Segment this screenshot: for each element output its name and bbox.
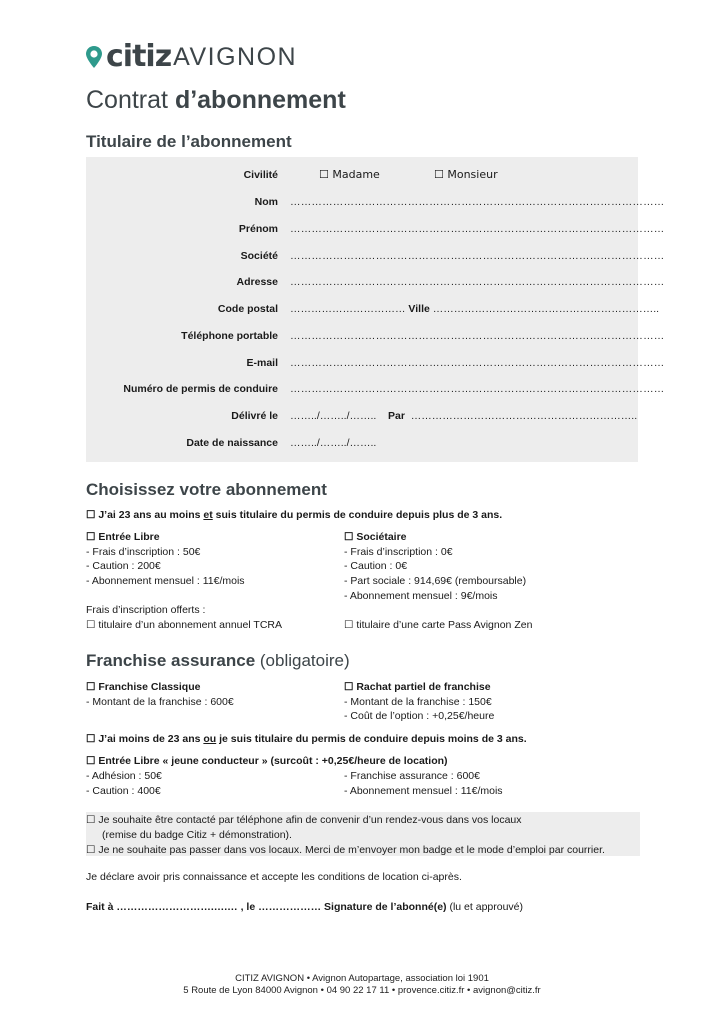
telephone-field[interactable]: ……………………………………………………………………………………………	[290, 330, 665, 342]
tcra-checkbox[interactable]: ☐ titulaire d’un abonnement annuel TCRA	[86, 619, 283, 631]
naissance-row	[86, 437, 638, 455]
societe-field[interactable]: ……………………………………………………………………………………………	[290, 250, 665, 262]
rachat-franchise-checkbox[interactable]: ☐ Rachat partiel de franchise	[344, 681, 491, 693]
nom-field[interactable]: ……………………………………………………………………………………………	[290, 196, 665, 208]
email-field[interactable]: ……………………………………………………………………………………………	[290, 357, 665, 369]
naissance-field[interactable]: ……../……../……..	[290, 437, 377, 449]
delivre-label: Délivré le	[231, 410, 278, 422]
monsieur-checkbox[interactable]: ☐ Monsieur	[434, 168, 498, 181]
jeune-caution: - Caution : 400€	[86, 784, 161, 797]
rachat-franchise-line-1: - Montant de la franchise : 150€	[344, 695, 492, 708]
code-postal-field[interactable]: ……………………………	[290, 303, 406, 315]
code-postal-label: Code postal	[217, 303, 278, 315]
condition-23-plus[interactable]	[86, 508, 502, 523]
societaire-checkbox[interactable]: ☐ Sociétaire	[344, 531, 407, 543]
section-franchise-heading	[86, 651, 350, 671]
prenom-label: Prénom	[238, 223, 278, 235]
contact-telephone-continued: (remise du badge Citiz + démonstration).	[102, 829, 292, 841]
delivre-date-field[interactable]: ……../……../……..	[290, 410, 377, 422]
frais-offerts-label: Frais d’inscription offerts :	[86, 604, 206, 616]
jeune-franchise: - Franchise assurance : 600€	[344, 770, 480, 782]
section-abonnement-heading: Choisissez votre abonnement	[86, 480, 327, 499]
condition-moins-23-ou: ou	[203, 733, 217, 745]
email-label: E-mail	[246, 357, 278, 369]
footer-line-1: CITIZ AVIGNON • Avignon Autopartage, association loi 1901	[235, 973, 489, 984]
rachat-franchise-line-2: - Coût de l’option : +0,25€/heure	[344, 710, 495, 723]
citiz-logo	[86, 40, 297, 74]
permis-row	[86, 383, 665, 401]
email-row	[86, 357, 665, 375]
franchise-heading-light: (obligatoire)	[259, 651, 350, 670]
entree-libre-line-3: - Abonnement mensuel : 11€/mois	[86, 575, 245, 588]
rachat-franchise-block	[344, 680, 494, 724]
entree-libre-block	[86, 530, 245, 589]
declaration-text: Je déclare avoir pris connaissance et accepte les conditions de location ci-après.	[86, 871, 462, 883]
societaire-line-4: - Abonnement mensuel : 9€/mois	[344, 589, 498, 602]
civilite-label: Civilité	[243, 169, 278, 181]
naissance-label: Date de naissance	[186, 437, 278, 449]
delivre-row	[86, 410, 638, 428]
page-title	[86, 86, 346, 115]
societaire-line-2: - Caution : 0€	[344, 560, 408, 573]
jeune-right-block	[344, 769, 503, 798]
footer-line-2: 5 Route de Lyon 84000 Avignon • 04 90 22 17 11 • provence.citiz.fr • avignon@citiz.fr	[183, 985, 541, 996]
jeune-abonnement: - Abonnement mensuel : 11€/mois	[344, 784, 503, 797]
societaire-line-3: - Part sociale : 914,69€ (remboursable)	[344, 575, 527, 588]
adresse-label: Adresse	[236, 276, 278, 288]
contact-telephone-checkbox[interactable]: ☐ Je souhaite être contacté par téléphone afin de convenir d’un rendez-vous dans vos locaux	[86, 814, 522, 826]
titulaire-form	[86, 157, 665, 462]
logo-brand: citiz	[106, 39, 172, 74]
condition-23-plus-et: et	[203, 509, 213, 521]
adresse-field[interactable]: ……………………………………………………………………………………………	[290, 276, 665, 288]
societe-row	[86, 250, 665, 268]
par-label: Par	[388, 410, 405, 422]
prenom-row	[86, 223, 665, 241]
jeune-adhesion: - Adhésion : 50€	[86, 770, 162, 782]
societaire-block	[344, 530, 526, 604]
condition-moins-23-c: je suis titulaire du permis de conduire depuis moins de 3 ans.	[216, 733, 527, 745]
franchise-classique-checkbox[interactable]: ☐ Franchise Classique	[86, 681, 201, 693]
code-postal-ville-group	[290, 303, 659, 315]
franchise-heading-bold: Franchise assurance	[86, 651, 260, 670]
contact-courrier-checkbox[interactable]: ☐ Je ne souhaite pas passer dans vos locaux. Merci de m’envoyer mon badge et le mode d’emploi par courrier.	[86, 844, 605, 856]
location-pin-icon	[86, 46, 102, 68]
telephone-label: Téléphone portable	[181, 330, 278, 342]
nom-label: Nom	[254, 196, 278, 208]
prenom-field[interactable]: ……………………………………………………………………………………………	[290, 223, 665, 235]
entree-libre-line-1: - Frais d’inscription : 50€	[86, 545, 201, 558]
condition-23-plus-a: ☐ J’ai 23 ans au moins	[86, 509, 204, 521]
franchise-classique-block	[86, 680, 234, 709]
telephone-row	[86, 330, 665, 348]
entree-libre-line-2: - Caution : 200€	[86, 560, 161, 573]
jeune-conducteur-checkbox[interactable]: ☐ Entrée Libre « jeune conducteur » (surcoût : +0,25€/heure de location)	[86, 755, 448, 767]
societaire-line-1: - Frais d’inscription : 0€	[344, 545, 453, 558]
delivre-par-group	[290, 410, 637, 422]
signature-line-bold: Fait à ……………………….….… , le ……………… Signature de l’abonné(e)	[86, 901, 447, 913]
civilite-row	[86, 169, 638, 187]
nom-row	[86, 196, 665, 214]
signature-line[interactable]	[86, 900, 523, 915]
logo-city: AVIGNON	[173, 42, 298, 71]
condition-moins-23[interactable]	[86, 732, 527, 747]
permis-label: Numéro de permis de conduire	[123, 383, 278, 395]
signature-line-light: (lu et approuvé)	[446, 901, 524, 913]
section-titulaire-heading: Titulaire de l’abonnement	[86, 132, 292, 151]
title-light: Contrat	[86, 86, 175, 114]
adresse-row	[86, 276, 665, 294]
title-bold: d’abonnement	[174, 86, 346, 114]
ville-label: Ville	[408, 303, 430, 315]
pass-avignon-checkbox[interactable]: ☐ titulaire d’une carte Pass Avignon Zen	[344, 619, 533, 631]
franchise-classique-line-1: - Montant de la franchise : 600€	[86, 695, 234, 708]
permis-field[interactable]: ……………………………………………………………………………………………	[290, 383, 665, 395]
condition-moins-23-a: ☐ J’ai moins de 23 ans	[86, 733, 204, 745]
madame-checkbox[interactable]: ☐ Madame	[319, 168, 380, 181]
entree-libre-checkbox[interactable]: ☐ Entrée Libre	[86, 531, 160, 543]
condition-23-plus-c: suis titulaire du permis de conduire depuis plus de 3 ans.	[212, 509, 503, 521]
par-field[interactable]: ………………………………………………………..	[410, 410, 638, 422]
societe-label: Société	[240, 250, 278, 262]
jeune-left-block	[86, 769, 162, 798]
code-postal-row	[86, 303, 660, 321]
ville-field[interactable]: ………………………………………………………..	[432, 303, 660, 315]
